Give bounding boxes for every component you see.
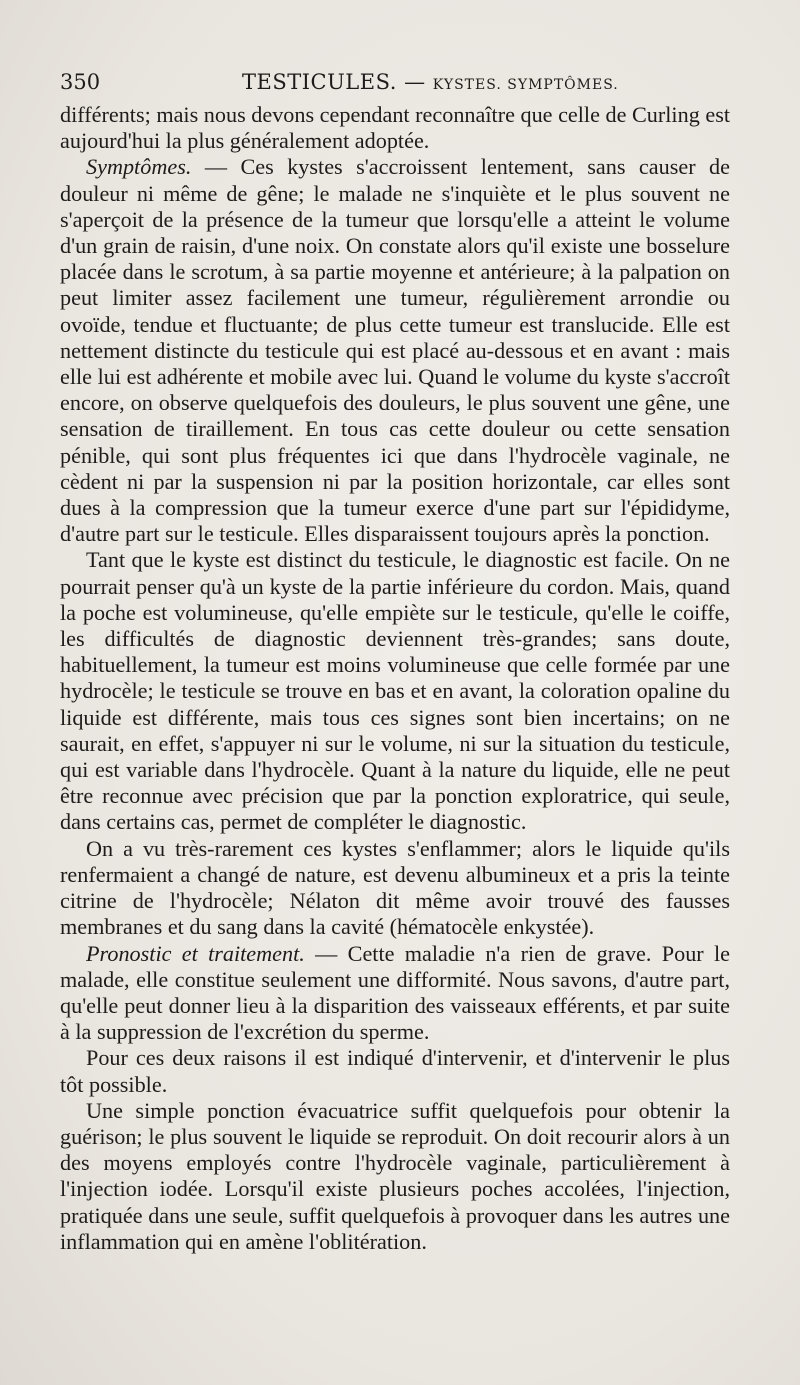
section-subtitle: KYSTES. SYMPTÔMES. [432, 77, 619, 93]
section-heading-pronostic: Pronostic et traitement. [86, 940, 305, 966]
paragraph-pronostic: Pronostic et traitement. — Cette maladie n'a rien de grave. Pour le malade, elle constitue seulement une difformité. Nous savons, d'autre part, qu'elle peut donner lieu à la disparition des vaisseaux efférents, et par suite à la suppression de l'excrétion du sperme. [60, 940, 731, 1045]
section-heading-symptomes: Symptômes. [86, 154, 192, 180]
header-dash: — [404, 70, 426, 94]
paragraph-diagnostic: Tant que le kyste est distinct du testicule, le diagnostic est facile. On ne pourrait penser qu'à un kyste de la partie inférieure du cordon. Mais, quand la poche est volumineuse, qu'elle empiète sur le testicule, qu'elle le coiffe, les difficultés de diagnostic deviennent très-grandes; sans doute, habituellement, la tumeur est moins volumineuse que celle formée par une hydrocèle; le testicule se trouve en bas et en avant, la coloration opaline du liquide est différente, mais tous ces signes sont bien incertains; on ne saurait, en effet, s'appuyer ni sur le volume, ni sur la situation du testicule, qui est variable dans l'hydrocèle. Quant à la nature du liquide, elle ne peut être reconnue avec précision que par la ponction exploratrice, qui seule, dans certains cas, permet de compléter le diagnostic. [60, 547, 730, 835]
chapter-title: TESTICULES. [242, 70, 397, 94]
paragraph-intervention: Pour ces deux raisons il est indiqué d'intervenir, et d'intervenir le plus tôt possible. [60, 1045, 730, 1097]
paragraph-continuation: différents; mais nous devons cependant reconnaître que celle de Curling est aujourd'hui la plus généralement adoptée. [60, 102, 730, 154]
running-head-title [242, 64, 619, 103]
running-header [60, 64, 740, 100]
body-text [60, 102, 730, 1255]
paragraph-traitement: Une simple ponction évacuatrice suffit quelquefois pour obtenir la guérison; le plus souvent le liquide se reproduit. On doit recourir alors à un des moyens employés contre l'hydrocèle vaginale, particulièrement à l'injection iodée. Lorsqu'il existe plusieurs poches accolées, l'injection, pratiquée dans une seule, suffit quelquefois à provoquer dans les autres une inflammation qui en amène l'oblitération. [60, 1097, 730, 1254]
page-number: 350 [60, 70, 101, 94]
paragraph-inflammation: On a vu très-rarement ces kystes s'enflammer; alors le liquide qu'ils renfermaient a changé de nature, est devenu albumineux et a pris la teinte citrine de l'hydrocèle; Nélaton dit même avoir trouvé des fausses membranes et du sang dans la cavité (hématocèle enkystée). [60, 835, 730, 940]
paragraph-symptomes: Symptômes. — Ces kystes s'accroissent lentement, sans causer de douleur ni même de gêne; le malade ne s'inquiète et le plus souvent ne s'aperçoit de la présence de la tumeur que lorsqu'elle a atteint le volume d'un grain de raisin, d'une noix. On constate alors qu'il existe une bosselure placée dans le scrotum, à sa partie moyenne et antérieure; à la palpation on peut limiter assez facilement une tumeur, régulièrement arrondie ou ovoïde, tendue et fluctuante; de plus cette tumeur est translucide. Elle est nettement distincte du testicule qui est placé au-dessous et en avant : mais elle lui est adhérente et mobile avec lui. Quand le volume du kyste s'accroît encore, on observe quelquefois des douleurs, le plus souvent une gêne, une sensation de tiraillement. En tous cas cette douleur ou cette sensation pénible, qui sont plus fréquentes ici que dans l'hydrocèle vaginale, ne cèdent ni par la suspension ni par la position horizontale, car elles sont dues à la compression que la tumeur exerce d'une part sur l'épididyme, d'autre part sur le testicule. Elles disparaissent toujours après la ponction. [60, 154, 730, 547]
